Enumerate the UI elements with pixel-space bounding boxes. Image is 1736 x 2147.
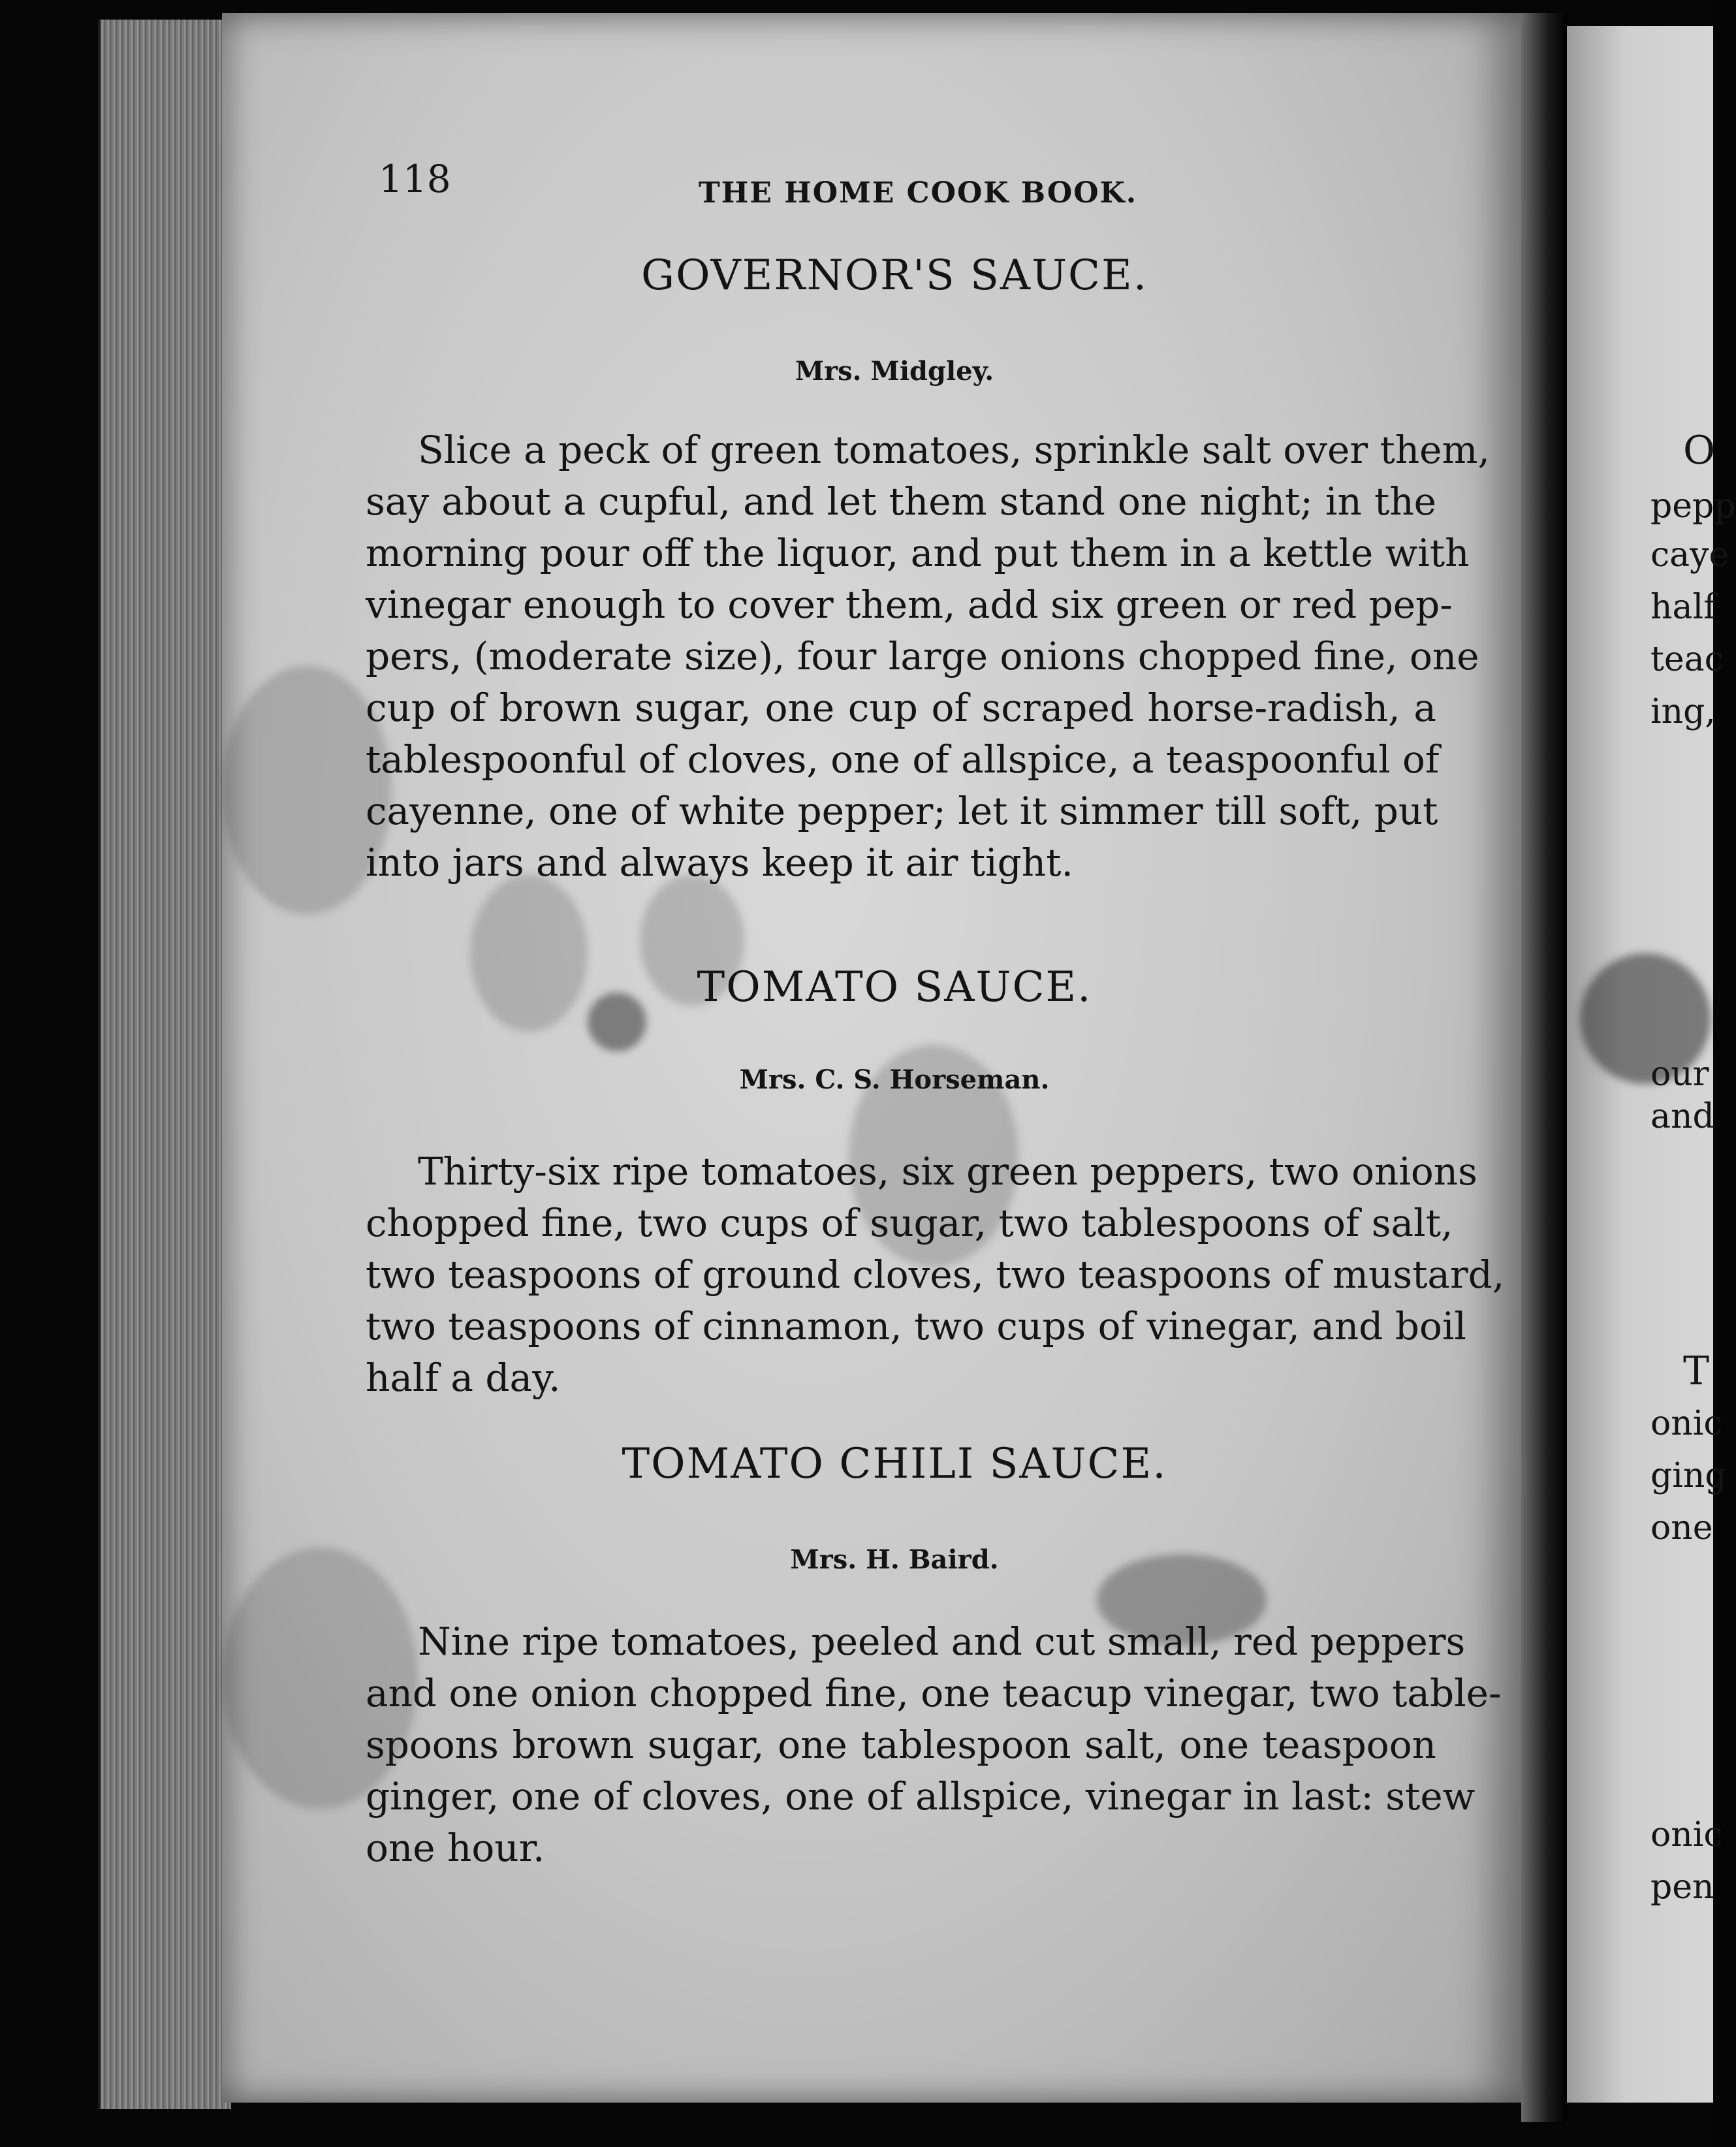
body-line: tablespoonful of cloves, one of allspice, a teaspoonful of (366, 737, 1440, 782)
facing-page-fragment: our (1650, 1055, 1709, 1094)
body-line: Slice a peck of green tomatoes, sprinkle salt over them, (418, 428, 1490, 472)
body-line: cayenne, one of white pepper; let it simmer till soft, put (366, 789, 1438, 833)
facing-page-fragment: onic (1650, 1815, 1723, 1854)
facing-page-fragment: ging (1650, 1456, 1727, 1495)
facing-page-fragment: pepp (1650, 486, 1736, 526)
body-line: two teaspoons of ground cloves, two teaspoons of mustard, (366, 1252, 1505, 1297)
facing-page-fragment: ing, (1650, 692, 1716, 731)
facing-page-fragment: onic (1650, 1404, 1723, 1443)
body-line: cup of brown sugar, one cup of scraped horse-radish, a (366, 686, 1436, 730)
facing-page-fragment: and (1650, 1097, 1714, 1136)
body-line: morning pour off the liquor, and put them in a kettle with (366, 531, 1470, 575)
recipe-body (366, 424, 1490, 889)
body-line: Thirty-six ripe tomatoes, six green peppers, two onions (418, 1149, 1477, 1194)
recipe-title: GOVERNOR'S SAUCE. (640, 251, 1148, 300)
facing-page-fragment: O (1683, 428, 1716, 473)
body-line: and one onion chopped fine, one teacup vinegar, two table- (366, 1671, 1502, 1715)
recipe-author: Mrs. Midgley. (795, 356, 994, 387)
facing-page-fragment: caye (1650, 535, 1729, 575)
running-head: THE HOME COOK BOOK. (699, 176, 1138, 210)
facing-page-fragment: one (1650, 1508, 1713, 1548)
recipe-body (366, 1616, 1502, 1874)
book-gutter (1521, 13, 1567, 2122)
body-line: one hour. (366, 1826, 545, 1870)
recipe-author: Mrs. H. Baird. (790, 1544, 999, 1575)
facing-page-fragment: teac (1650, 640, 1724, 679)
facing-page-fragment: pen (1650, 1868, 1714, 1907)
page-number: 118 (379, 157, 451, 201)
body-line: Nine ripe tomatoes, peeled and cut small, red peppers (418, 1619, 1466, 1664)
body-line: pers, (moderate size), four large onions chopped fine, one (366, 634, 1479, 678)
recipe-body (366, 1146, 1505, 1404)
body-line: chopped fine, two cups of sugar, two tablespoons of salt, (366, 1201, 1453, 1245)
recipe-author: Mrs. C. S. Horseman. (739, 1064, 1050, 1095)
body-line: say about a cupful, and let them stand one night; in the (366, 479, 1436, 524)
facing-page-fragment: T (1683, 1348, 1710, 1394)
body-line: spoons brown sugar, one tablespoon salt, one teaspoon (366, 1723, 1436, 1767)
body-line: two teaspoons of cinnamon, two cups of vinegar, and boil (366, 1304, 1466, 1348)
recipe-title: TOMATO CHILI SAUCE. (622, 1440, 1167, 1488)
page-edges (98, 20, 231, 2109)
body-line: into jars and always keep it air tight. (366, 840, 1073, 885)
body-line: half a day. (366, 1356, 561, 1400)
body-line: ginger, one of cloves, one of allspice, vinegar in last: stew (366, 1774, 1476, 1819)
recipe-title: TOMATO SAUCE. (697, 963, 1092, 1011)
body-line: vinegar enough to cover them, add six green or red pep- (366, 582, 1453, 627)
facing-page-fragment: half (1650, 588, 1716, 627)
